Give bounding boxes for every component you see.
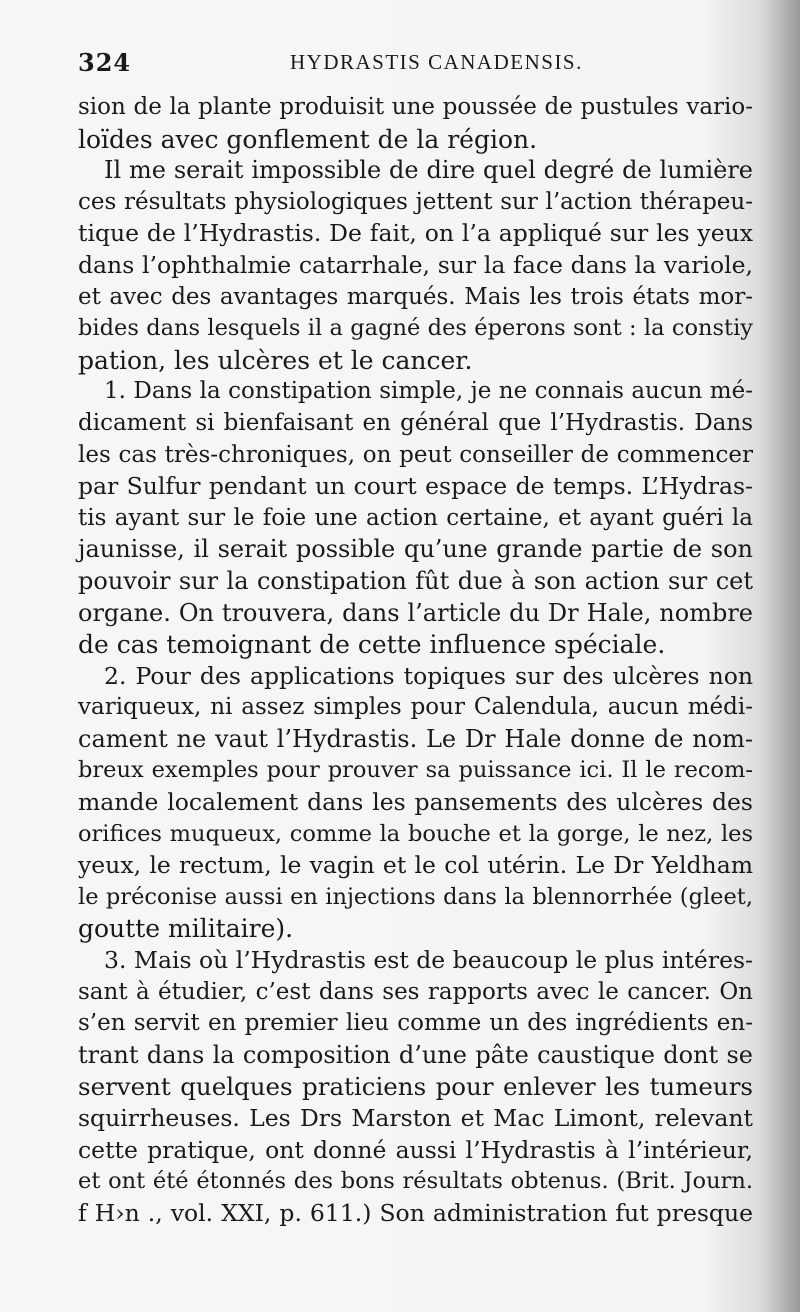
text-line: tis ayant sur le foie une action certaine, et ayant guéri la xyxy=(78,504,753,531)
text-line: Il me serait impossible de dire quel degré de lumière xyxy=(104,156,753,185)
text-line: loïdes avec gonflement de la région. xyxy=(78,124,538,154)
text-line: dicament si bienfaisant en général que l’Hydrastis. Dans xyxy=(78,409,753,436)
text-line: servent quelques praticiens pour enlever les tumeurs xyxy=(78,1072,753,1102)
text-line: sion de la plante produisit une poussée de pustules vario- xyxy=(78,94,753,120)
text-line: dans l’ophthalmie catarrhale, sur la face dans la variole, xyxy=(78,250,753,279)
text-line: pation, les ulcères et le cancer. xyxy=(78,345,473,375)
text-line: bides dans lesquels il a gagné des éperons sont : la constiy xyxy=(78,315,753,342)
text-line: jaunisse, il serait possible qu’une grande partie de son xyxy=(78,535,753,564)
page-number: 324 xyxy=(78,48,132,77)
text-line: f H›n ., vol. XXI, p. 611.) Son administration fut presque xyxy=(78,1198,753,1227)
text-line: de cas temoignant de cette influence spéciale. xyxy=(78,630,666,660)
text-line: sant à étudier, c’est dans ses rapports avec le cancer. On xyxy=(78,978,753,1005)
text-line: 3. Mais où l’Hydrastis est de beaucoup le plus intéres- xyxy=(104,946,753,975)
text-line: squirrheuses. Les Drs Marston et Mac Limont, relevant xyxy=(78,1104,753,1132)
text-line: tique de l’Hydrastis. De fait, on l’a appliqué sur les yeux xyxy=(78,219,753,248)
page-header xyxy=(78,48,748,78)
text-line: goutte militaire). xyxy=(78,914,294,944)
text-line: orifices muqueux, comme la bouche et la gorge, le nez, les xyxy=(78,820,753,847)
text-line: et avec des avantages marqués. Mais les trois états mor- xyxy=(78,283,753,310)
text-line: mande localement dans les pansements des ulcères des xyxy=(78,788,753,817)
text-line: par Sulfur pendant un court espace de temps. L’Hydras- xyxy=(78,472,753,501)
text-line: s’en servit en premier lieu comme un des ingrédients en- xyxy=(78,1010,753,1037)
text-line: 1. Dans la constipation simple, je ne connais aucun mé- xyxy=(104,378,753,405)
text-line: trant dans la composition d’une pâte caustique dont se xyxy=(78,1040,753,1069)
text-line: les cas très-chroniques, on peut conseiller de commencer xyxy=(78,441,753,468)
text-line: ces résultats physiologiques jettent sur l’action thérapeu- xyxy=(78,188,753,215)
running-title: HYDRASTIS CANADENSIS. xyxy=(290,50,583,74)
text-line: organe. On trouvera, dans l’article du Dr Hale, nombre xyxy=(78,598,753,627)
text-line: 2. Pour des applications topiques sur des ulcères non xyxy=(104,661,753,690)
text-line: breux exemples pour prouver sa puissance ici. Il le recom- xyxy=(78,757,753,784)
body-text xyxy=(78,92,753,1229)
text-line: variqueux, ni assez simples pour Calendula, aucun médi- xyxy=(78,694,753,721)
text-line: le préconise aussi en injections dans la blennorrhée (gleet, xyxy=(78,883,753,910)
text-line: cette pratique, ont donné aussi l’Hydrastis à l’intérieur, xyxy=(78,1135,753,1164)
text-line: yeux, le rectum, le vagin et le col utérin. Le Dr Yeldham xyxy=(78,851,753,880)
text-line: et ont été étonnés des bons résultats obtenus. (Brit. Journ. xyxy=(78,1168,753,1195)
text-line: cament ne vaut l’Hydrastis. Le Dr Hale donne de nom- xyxy=(78,724,753,753)
text-line: pouvoir sur la constipation fût due à son action sur cet xyxy=(78,566,753,595)
